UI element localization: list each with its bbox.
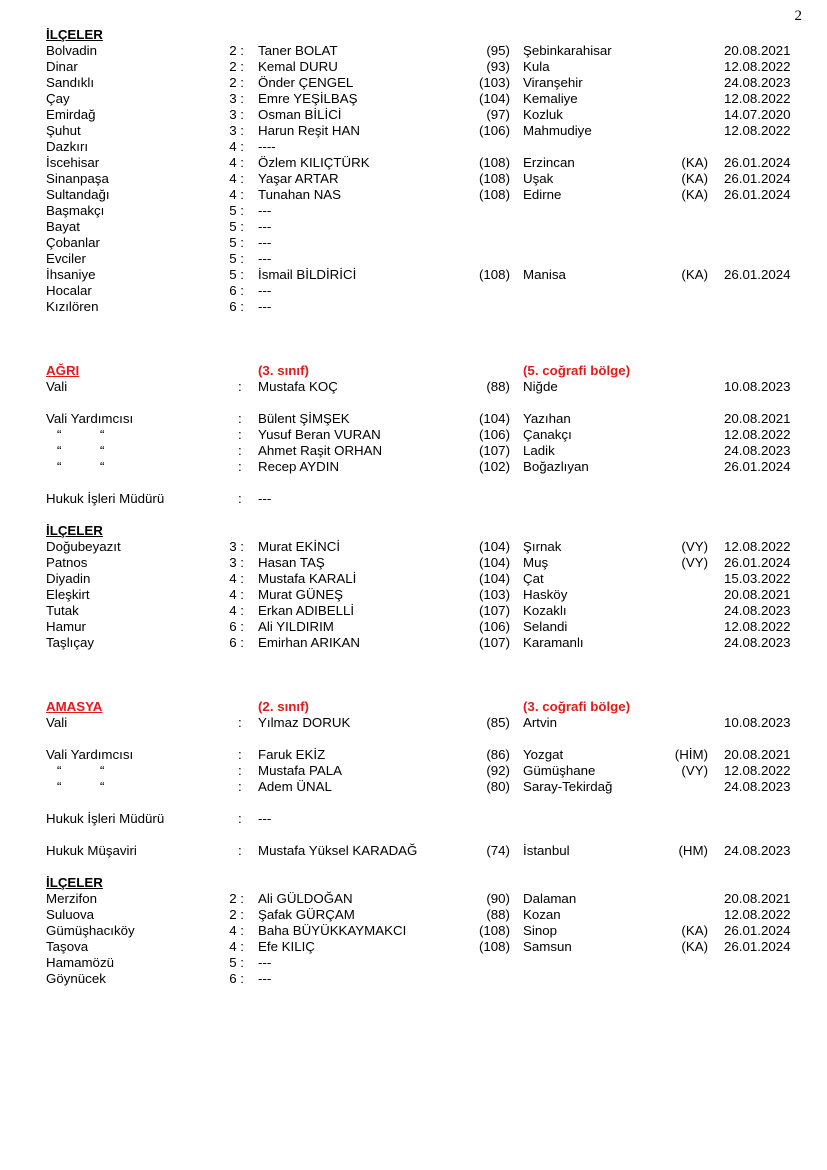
- person-name: ---: [258, 283, 272, 298]
- person-name: Ali YILDIRIM: [258, 619, 334, 634]
- district-class: 5 :: [229, 251, 244, 266]
- previous-post: Mahmudiye: [523, 123, 592, 138]
- district-class: 3 :: [229, 107, 244, 122]
- district-name: Taşova: [46, 939, 89, 954]
- registry-number: (74): [486, 843, 510, 858]
- district-row: [0, 171, 827, 187]
- district-row: [0, 907, 827, 923]
- deputy-governor-row: [0, 779, 827, 795]
- registry-number: (108): [478, 187, 510, 202]
- district-name: Bayat: [46, 219, 81, 234]
- appointment-date: 12.08.2022: [724, 619, 791, 634]
- district-row: [0, 187, 827, 203]
- appointment-date: 24.08.2023: [724, 603, 791, 618]
- person-name: Bülent ŞİMŞEK: [258, 411, 350, 426]
- district-class: 4 :: [229, 603, 244, 618]
- district-row: [0, 539, 827, 555]
- ditto-mark: “: [100, 779, 105, 794]
- district-name: Gümüşhacıköy: [46, 923, 135, 938]
- legal-affairs-row: [0, 491, 827, 507]
- previous-post: Ladik: [523, 443, 555, 458]
- appointment-date: 12.08.2022: [724, 907, 791, 922]
- district-name: Patnos: [46, 555, 88, 570]
- role-label: Hukuk İşleri Müdürü: [46, 491, 165, 506]
- registry-number: (95): [486, 43, 510, 58]
- colon: :: [238, 491, 242, 506]
- district-row: [0, 251, 827, 267]
- district-name: Diyadin: [46, 571, 91, 586]
- district-name: Suluova: [46, 907, 95, 922]
- person-name: Mustafa KOÇ: [258, 379, 338, 394]
- ditto-mark: “: [57, 459, 62, 474]
- district-name: Hamur: [46, 619, 86, 634]
- district-class: 4 :: [229, 187, 244, 202]
- appointment-date: 12.08.2022: [724, 59, 791, 74]
- district-class: 3 :: [229, 123, 244, 138]
- district-row: [0, 283, 827, 299]
- district-row: [0, 155, 827, 171]
- colon: :: [238, 763, 242, 778]
- district-row: [0, 571, 827, 587]
- post-tag: (KA): [681, 187, 708, 202]
- person-name: Tunahan NAS: [258, 187, 342, 202]
- previous-post: Kozluk: [523, 107, 563, 122]
- district-class: 3 :: [229, 555, 244, 570]
- appointment-date: 26.01.2024: [724, 187, 791, 202]
- person-name: Şafak GÜRÇAM: [258, 907, 355, 922]
- district-name: Kızılören: [46, 299, 99, 314]
- appointment-date: 24.08.2023: [724, 443, 791, 458]
- colon: :: [238, 843, 242, 858]
- district-row: [0, 955, 827, 971]
- district-row: [0, 635, 827, 651]
- previous-post: Boğazlıyan: [523, 459, 589, 474]
- appointment-date: 12.08.2022: [724, 763, 791, 778]
- person-name: Harun Reşit HAN: [258, 123, 360, 138]
- registry-number: (108): [478, 155, 510, 170]
- appointment-date: 12.08.2022: [724, 427, 791, 442]
- previous-post: Kozaklı: [523, 603, 567, 618]
- person-name: Yusuf Beran VURAN: [258, 427, 381, 442]
- governor-row: [0, 379, 827, 395]
- person-name: Yaşar ARTAR: [258, 171, 339, 186]
- post-tag: (KA): [681, 171, 708, 186]
- appointment-date: 20.08.2021: [724, 891, 791, 906]
- person-name: ---: [258, 811, 272, 826]
- district-class: 2 :: [229, 907, 244, 922]
- registry-number: (107): [478, 635, 510, 650]
- appointment-date: 26.01.2024: [724, 155, 791, 170]
- previous-post: Uşak: [523, 171, 554, 186]
- district-class: 6 :: [229, 299, 244, 314]
- appointment-date: 24.08.2023: [724, 843, 791, 858]
- role-label: Vali: [46, 715, 68, 730]
- page-number: 2: [794, 8, 802, 24]
- registry-number: (88): [486, 379, 510, 394]
- district-name: Sinanpaşa: [46, 171, 109, 186]
- appointment-date: 24.08.2023: [724, 635, 791, 650]
- district-row: [0, 139, 827, 155]
- legal-counsel-row: [0, 843, 827, 859]
- previous-post: Sinop: [523, 923, 558, 938]
- colon: :: [238, 443, 242, 458]
- district-row: [0, 235, 827, 251]
- person-name: Mustafa KARALİ: [258, 571, 357, 586]
- appointment-date: 12.08.2022: [724, 123, 791, 138]
- province-title-row: [0, 363, 827, 379]
- appointment-date: 26.01.2024: [724, 267, 791, 282]
- person-name: Osman BİLİCİ: [258, 107, 342, 122]
- person-name: Emre YEŞİLBAŞ: [258, 91, 358, 106]
- ditto-mark: “: [57, 427, 62, 442]
- district-row: [0, 267, 827, 283]
- districts-header: İLÇELER: [46, 523, 103, 538]
- person-name: Emirhan ARIKAN: [258, 635, 360, 650]
- previous-post: Dalaman: [523, 891, 577, 906]
- appointment-date: 14.07.2020: [724, 107, 791, 122]
- district-name: Doğubeyazıt: [46, 539, 121, 554]
- ditto-mark: “: [100, 443, 105, 458]
- previous-post: Kemaliye: [523, 91, 578, 106]
- governor-row: [0, 715, 827, 731]
- district-class: 3 :: [229, 91, 244, 106]
- previous-post: Yozgat: [523, 747, 564, 762]
- district-name: Merzifon: [46, 891, 97, 906]
- person-name: Recep AYDIN: [258, 459, 340, 474]
- ditto-mark: “: [57, 443, 62, 458]
- person-name: Mustafa Yüksel KARADAĞ: [258, 843, 418, 858]
- colon: :: [238, 459, 242, 474]
- district-class: 5 :: [229, 955, 244, 970]
- person-name: ----: [258, 139, 276, 154]
- ditto-mark: “: [100, 459, 105, 474]
- district-name: Dazkırı: [46, 139, 89, 154]
- district-name: İscehisar: [46, 155, 100, 170]
- previous-post: Selandi: [523, 619, 568, 634]
- ditto-mark: “: [57, 779, 62, 794]
- previous-post: Erzincan: [523, 155, 575, 170]
- previous-post: Saray-Tekirdağ: [523, 779, 613, 794]
- colon: :: [238, 747, 242, 762]
- person-name: Taner BOLAT: [258, 43, 338, 58]
- district-row: [0, 203, 827, 219]
- district-class: 3 :: [229, 539, 244, 554]
- ditto-mark: “: [100, 763, 105, 778]
- district-name: Bolvadin: [46, 43, 98, 58]
- previous-post: Yazıhan: [523, 411, 571, 426]
- previous-post: Artvin: [523, 715, 557, 730]
- districts-header: İLÇELER: [46, 875, 103, 890]
- post-tag: (HM): [678, 843, 708, 858]
- person-name: ---: [258, 235, 272, 250]
- district-class: 2 :: [229, 43, 244, 58]
- district-class: 5 :: [229, 235, 244, 250]
- person-name: ---: [258, 955, 272, 970]
- person-name: Murat EKİNCİ: [258, 539, 341, 554]
- district-name: Hocalar: [46, 283, 92, 298]
- district-name: Şuhut: [46, 123, 81, 138]
- registry-number: (103): [478, 587, 510, 602]
- district-class: 4 :: [229, 155, 244, 170]
- registry-number: (108): [478, 939, 510, 954]
- deputy-governor-row: [0, 411, 827, 427]
- person-name: Adem ÜNAL: [258, 779, 332, 794]
- post-tag: (VY): [681, 763, 708, 778]
- previous-post: Viranşehir: [523, 75, 583, 90]
- person-name: Efe KILIÇ: [258, 939, 315, 954]
- role-label: Vali Yardımcısı: [46, 411, 134, 426]
- geographic-region: (3. coğrafi bölge): [523, 699, 631, 714]
- districts-header-row: [0, 523, 827, 539]
- appointment-date: 26.01.2024: [724, 923, 791, 938]
- role-label: Hukuk İşleri Müdürü: [46, 811, 165, 826]
- districts-header-row: [0, 27, 827, 43]
- person-name: Mustafa PALA: [258, 763, 343, 778]
- registry-number: (103): [478, 75, 510, 90]
- appointment-date: 10.08.2023: [724, 379, 791, 394]
- colon: :: [238, 411, 242, 426]
- previous-post: Manisa: [523, 267, 566, 282]
- appointment-date: 24.08.2023: [724, 779, 791, 794]
- districts-header: İLÇELER: [46, 27, 103, 42]
- district-name: Tutak: [46, 603, 79, 618]
- appointment-date: 26.01.2024: [724, 555, 791, 570]
- district-row: [0, 123, 827, 139]
- district-class: 2 :: [229, 75, 244, 90]
- registry-number: (104): [478, 91, 510, 106]
- post-tag: (KA): [681, 267, 708, 282]
- appointment-date: 26.01.2024: [724, 171, 791, 186]
- previous-post: Gümüşhane: [523, 763, 596, 778]
- district-class: 6 :: [229, 619, 244, 634]
- role-label: Vali Yardımcısı: [46, 747, 134, 762]
- previous-post: Kula: [523, 59, 550, 74]
- ditto-mark: “: [100, 427, 105, 442]
- district-row: [0, 923, 827, 939]
- district-name: Eleşkirt: [46, 587, 90, 602]
- deputy-governor-row: [0, 763, 827, 779]
- district-row: [0, 299, 827, 315]
- registry-number: (80): [486, 779, 510, 794]
- district-class: 4 :: [229, 939, 244, 954]
- district-name: Çobanlar: [46, 235, 100, 250]
- province-title: AĞRI: [46, 363, 80, 378]
- colon: :: [238, 715, 242, 730]
- province-class: (2. sınıf): [258, 699, 309, 714]
- person-name: Ahmet Raşit ORHAN: [258, 443, 383, 458]
- post-tag: (VY): [681, 539, 708, 554]
- district-row: [0, 43, 827, 59]
- person-name: Hasan TAŞ: [258, 555, 325, 570]
- districts-header-row: [0, 875, 827, 891]
- district-row: [0, 971, 827, 987]
- person-name: Ali GÜLDOĞAN: [258, 891, 353, 906]
- appointment-date: 20.08.2021: [724, 43, 791, 58]
- colon: :: [238, 379, 242, 394]
- district-name: Taşlıçay: [46, 635, 95, 650]
- district-class: 4 :: [229, 139, 244, 154]
- district-class: 2 :: [229, 59, 244, 74]
- colon: :: [238, 811, 242, 826]
- registry-number: (90): [486, 891, 510, 906]
- district-class: 6 :: [229, 971, 244, 986]
- registry-number: (106): [478, 619, 510, 634]
- person-name: Baha BÜYÜKKAYMAKCI: [258, 923, 407, 938]
- district-class: 2 :: [229, 891, 244, 906]
- person-name: Murat GÜNEŞ: [258, 587, 343, 602]
- appointment-date: 20.08.2021: [724, 587, 791, 602]
- registry-number: (97): [486, 107, 510, 122]
- colon: :: [238, 779, 242, 794]
- previous-post: Karamanlı: [523, 635, 584, 650]
- district-name: Göynücek: [46, 971, 106, 986]
- district-class: 5 :: [229, 267, 244, 282]
- previous-post: Edirne: [523, 187, 562, 202]
- deputy-governor-row: [0, 443, 827, 459]
- district-name: Evciler: [46, 251, 86, 266]
- appointment-date: 12.08.2022: [724, 91, 791, 106]
- registry-number: (107): [478, 603, 510, 618]
- person-name: Kemal DURU: [258, 59, 338, 74]
- person-name: Yılmaz DORUK: [258, 715, 351, 730]
- district-name: Dinar: [46, 59, 78, 74]
- appointment-date: 26.01.2024: [724, 459, 791, 474]
- role-label: Hukuk Müşaviri: [46, 843, 137, 858]
- appointment-date: 12.08.2022: [724, 539, 791, 554]
- deputy-governor-row: [0, 747, 827, 763]
- registry-number: (106): [478, 123, 510, 138]
- district-class: 4 :: [229, 171, 244, 186]
- registry-number: (104): [478, 555, 510, 570]
- province-class: (3. sınıf): [258, 363, 309, 378]
- previous-post: Çat: [523, 571, 544, 586]
- registry-number: (85): [486, 715, 510, 730]
- ditto-mark: “: [57, 763, 62, 778]
- district-name: Çay: [46, 91, 70, 106]
- registry-number: (104): [478, 411, 510, 426]
- previous-post: İstanbul: [523, 843, 570, 858]
- previous-post: Muş: [523, 555, 549, 570]
- previous-post: Şırnak: [523, 539, 562, 554]
- person-name: ---: [258, 299, 272, 314]
- registry-number: (93): [486, 59, 510, 74]
- person-name: ---: [258, 203, 272, 218]
- province-title-row: [0, 699, 827, 715]
- district-row: [0, 219, 827, 235]
- previous-post: Hasköy: [523, 587, 568, 602]
- person-name: İsmail BİLDİRİCİ: [258, 267, 357, 282]
- person-name: Özlem KILIÇTÜRK: [258, 155, 370, 170]
- district-class: 6 :: [229, 635, 244, 650]
- deputy-governor-row: [0, 459, 827, 475]
- district-name: Emirdağ: [46, 107, 96, 122]
- person-name: ---: [258, 251, 272, 266]
- appointment-date: 26.01.2024: [724, 939, 791, 954]
- district-class: 5 :: [229, 203, 244, 218]
- post-tag: (KA): [681, 923, 708, 938]
- district-class: 6 :: [229, 283, 244, 298]
- district-class: 4 :: [229, 571, 244, 586]
- post-tag: (HİM): [674, 747, 708, 762]
- person-name: Erkan ADIBELLİ: [258, 603, 355, 618]
- registry-number: (108): [478, 267, 510, 282]
- province-title: AMASYA: [46, 699, 103, 714]
- district-row: [0, 555, 827, 571]
- previous-post: Kozan: [523, 907, 561, 922]
- district-row: [0, 587, 827, 603]
- district-row: [0, 59, 827, 75]
- district-row: [0, 891, 827, 907]
- deputy-governor-row: [0, 427, 827, 443]
- appointment-date: 15.03.2022: [724, 571, 791, 586]
- role-label: Vali: [46, 379, 68, 394]
- district-name: Sultandağı: [46, 187, 110, 202]
- registry-number: (104): [478, 571, 510, 586]
- appointment-date: 10.08.2023: [724, 715, 791, 730]
- registry-number: (108): [478, 171, 510, 186]
- geographic-region: (5. coğrafi bölge): [523, 363, 631, 378]
- registry-number: (92): [486, 763, 510, 778]
- post-tag: (KA): [681, 155, 708, 170]
- district-row: [0, 91, 827, 107]
- legal-affairs-row: [0, 811, 827, 827]
- appointment-date: 24.08.2023: [724, 75, 791, 90]
- registry-number: (102): [478, 459, 510, 474]
- registry-number: (86): [486, 747, 510, 762]
- previous-post: Niğde: [523, 379, 558, 394]
- registry-number: (104): [478, 539, 510, 554]
- district-class: 4 :: [229, 923, 244, 938]
- appointment-date: 20.08.2021: [724, 411, 791, 426]
- post-tag: (KA): [681, 939, 708, 954]
- registry-number: (88): [486, 907, 510, 922]
- previous-post: Şebinkarahisar: [523, 43, 612, 58]
- district-name: Sandıklı: [46, 75, 95, 90]
- district-class: 4 :: [229, 587, 244, 602]
- post-tag: (VY): [681, 555, 708, 570]
- district-row: [0, 939, 827, 955]
- district-name: Başmakçı: [46, 203, 105, 218]
- registry-number: (107): [478, 443, 510, 458]
- district-name: İhsaniye: [46, 267, 96, 282]
- district-name: Hamamözü: [46, 955, 114, 970]
- previous-post: Çanakçı: [523, 427, 572, 442]
- person-name: Önder ÇENGEL: [258, 75, 354, 90]
- appointment-date: 20.08.2021: [724, 747, 791, 762]
- colon: :: [238, 427, 242, 442]
- person-name: ---: [258, 491, 272, 506]
- district-class: 5 :: [229, 219, 244, 234]
- district-row: [0, 603, 827, 619]
- person-name: Faruk EKİZ: [258, 747, 326, 762]
- district-row: [0, 75, 827, 91]
- district-row: [0, 619, 827, 635]
- person-name: ---: [258, 219, 272, 234]
- previous-post: Samsun: [523, 939, 572, 954]
- person-name: ---: [258, 971, 272, 986]
- registry-number: (108): [478, 923, 510, 938]
- district-row: [0, 107, 827, 123]
- registry-number: (106): [478, 427, 510, 442]
